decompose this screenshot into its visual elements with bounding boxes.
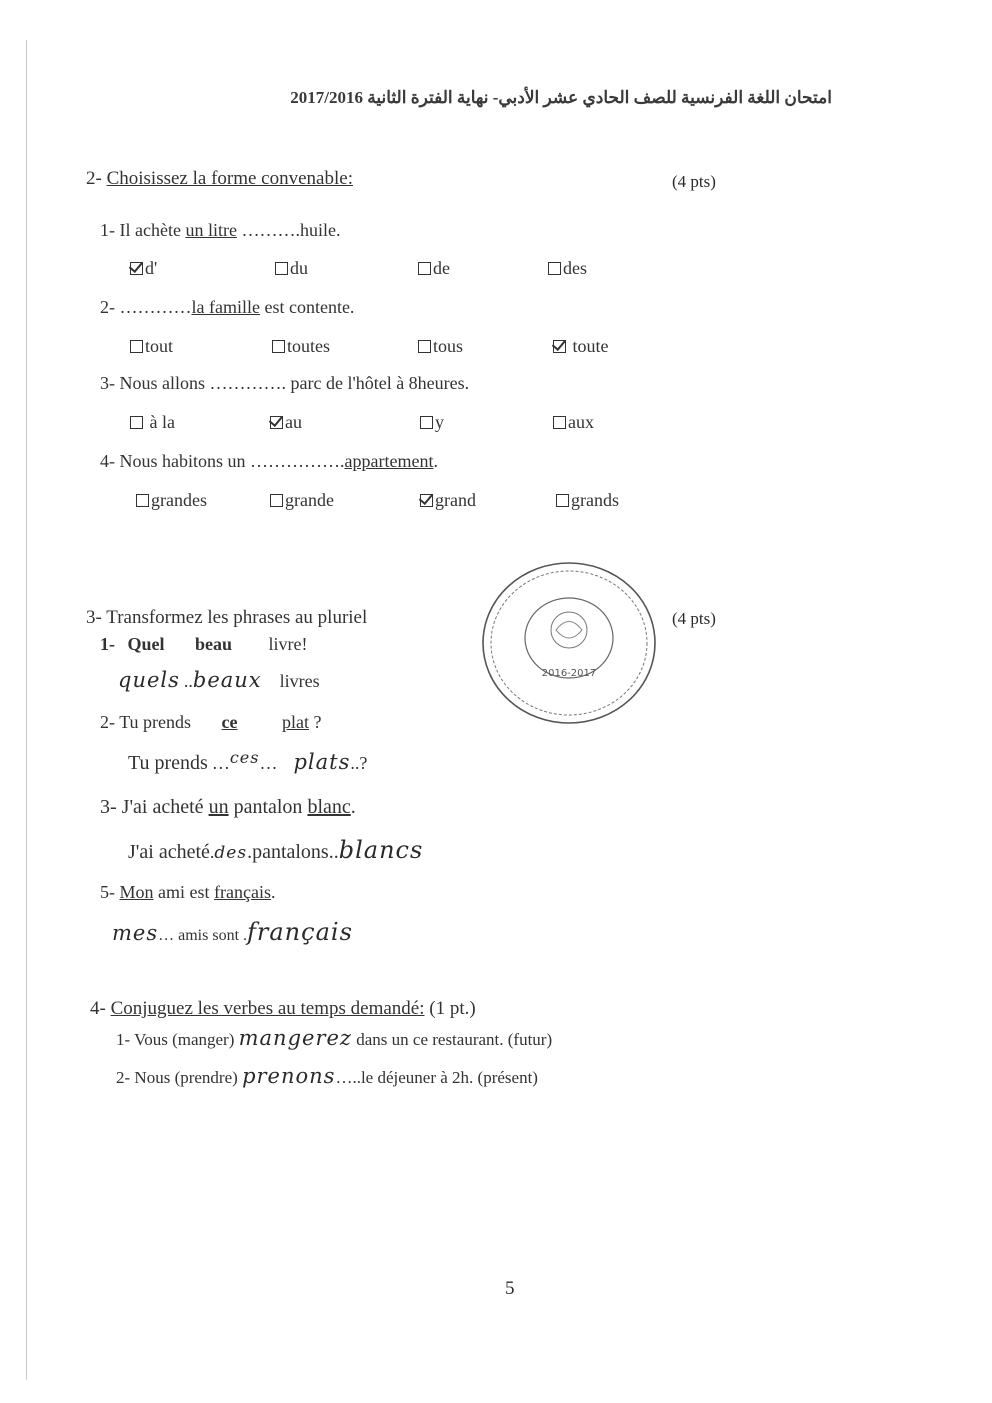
exam-header: امتحان اللغة الفرنسية للصف الحادي عشر الأدبي- نهاية الفترة الثانية 2017/2016: [290, 88, 832, 107]
prompt-underlined: un: [208, 796, 229, 818]
prompt-text-end: ?: [313, 712, 322, 732]
section-3-points: (4 pts): [672, 609, 716, 628]
question-number: 1-: [100, 220, 115, 240]
question-text: Nous habitons un …………….: [119, 451, 345, 471]
s2-question-4: [100, 451, 438, 472]
handwritten-answer: blancs: [338, 836, 424, 864]
s2-q2-option-3[interactable]: [418, 336, 463, 357]
item-text-end: …..le déjeuner à 2h. (présent): [335, 1068, 538, 1087]
question-underlined: un litre: [185, 220, 237, 240]
s2-q4-option-2[interactable]: [270, 490, 334, 511]
section-3-title: [86, 607, 367, 629]
section-3-number: 3-: [86, 607, 102, 628]
item-text: Nous (prendre): [134, 1068, 238, 1087]
prompt-text-end: .: [270, 882, 276, 902]
question-text: Nous allons …………. parc de l'hôtel à 8heures.: [119, 373, 470, 393]
option-label: tous: [433, 336, 464, 356]
question-number: 2-: [100, 297, 115, 317]
stamp-outer-ring: [483, 563, 655, 723]
option-label: au: [285, 412, 302, 432]
prompt-text: ami est: [158, 882, 210, 902]
checkbox[interactable]: [130, 416, 143, 429]
s2-q4-option-1[interactable]: [136, 490, 207, 511]
handwritten-answer: prenons: [242, 1064, 336, 1088]
question-text-end: est contente.: [264, 297, 355, 317]
item-number: 2-: [116, 1068, 131, 1087]
checkbox[interactable]: [548, 262, 561, 275]
section-2-number: 2-: [86, 168, 102, 189]
option-label: à la: [149, 412, 175, 432]
option-label: grande: [285, 490, 334, 510]
checkbox[interactable]: [275, 262, 288, 275]
handwritten-answer: plats: [293, 750, 351, 774]
answer-text: J'ai acheté: [128, 841, 210, 863]
s3-item-3-prompt: [100, 796, 356, 819]
answer-text: .pantalons..: [247, 841, 339, 863]
page-number: 5: [505, 1278, 515, 1299]
question-text: …………: [119, 297, 192, 317]
s2-q3-option-2[interactable]: [270, 412, 302, 433]
s3-item-5-prompt: [100, 882, 275, 903]
question-number: 3-: [100, 373, 115, 393]
handwritten-answer: des: [214, 843, 248, 863]
checkbox[interactable]: [556, 494, 569, 507]
section-4-points: (1 pt.): [429, 998, 476, 1019]
item-text-end: dans un ce restaurant. (futur): [356, 1030, 553, 1049]
question-underlined: la famille: [191, 297, 260, 317]
section-4-number: 4-: [90, 998, 106, 1019]
answer-text: livres: [279, 671, 320, 691]
s2-q1-option-1[interactable]: [130, 258, 157, 279]
prompt-underlined: français: [214, 882, 271, 902]
item-number: 1-: [116, 1030, 131, 1049]
item-number: 3-: [100, 796, 117, 818]
checkbox[interactable]: [270, 494, 283, 507]
option-label: tout: [145, 336, 174, 356]
s2-q3-option-1[interactable]: [130, 412, 175, 433]
answer-dots: …: [259, 753, 278, 773]
handwritten-answer: mangerez: [238, 1026, 352, 1050]
stamp-emblem-detail: [556, 622, 582, 639]
option-label: toute: [572, 336, 609, 356]
handwritten-answer: mes: [112, 921, 159, 945]
s2-q1-option-3[interactable]: [418, 258, 450, 279]
prompt-text: Tu prends: [119, 712, 192, 732]
s2-q2-option-4[interactable]: [553, 336, 609, 357]
checkbox[interactable]: [136, 494, 149, 507]
s3-item-5-answer: [112, 918, 353, 946]
item-number: 5-: [100, 882, 115, 902]
handwritten-answer: français: [247, 918, 353, 946]
option-label: grands: [571, 490, 619, 510]
s2-q3-option-3[interactable]: [420, 412, 444, 433]
handwritten-answer: quels: [118, 668, 180, 692]
answer-text: … amis sont .: [158, 927, 248, 944]
checkbox[interactable]: [272, 340, 285, 353]
prompt-underlined: plat: [282, 712, 310, 732]
checkbox[interactable]: [418, 262, 431, 275]
prompt-text: J'ai acheté: [121, 796, 204, 818]
prompt-text-end: .: [350, 796, 356, 818]
s3-item-3-answer: [128, 836, 423, 864]
option-label: aux: [568, 412, 594, 432]
option-label: grandes: [151, 490, 207, 510]
checkbox[interactable]: [420, 416, 433, 429]
s3-item-2-prompt: [100, 712, 322, 733]
s2-q1-option-2[interactable]: [275, 258, 308, 279]
checkbox-checked[interactable]: [553, 340, 566, 353]
s2-q4-option-4[interactable]: [556, 490, 619, 511]
question-underlined: appartement: [344, 451, 434, 471]
section-4-heading: Conjuguez les verbes au temps demandé:: [110, 998, 425, 1019]
s2-q2-option-2[interactable]: [272, 336, 330, 357]
question-text-end: ……….huile.: [241, 220, 341, 240]
prompt-word: beau: [195, 634, 233, 654]
option-label: de: [433, 258, 450, 278]
prompt-word: livre!: [268, 634, 308, 654]
prompt-underlined: Mon: [119, 882, 154, 902]
s2-q2-option-1[interactable]: [130, 336, 173, 357]
section-2-title: [86, 168, 353, 190]
checkbox-checked[interactable]: [420, 494, 433, 507]
prompt-underlined: blanc: [307, 796, 351, 818]
s2-q4-option-3[interactable]: [420, 490, 476, 511]
stamp-year: 2016-2017: [541, 668, 597, 679]
answer-text-end: ..?: [350, 753, 368, 773]
option-label: grand: [435, 490, 476, 510]
s4-item-1: [116, 1026, 552, 1050]
question-text-end: .: [433, 451, 438, 471]
checkbox-checked[interactable]: [130, 262, 143, 275]
item-number: 2-: [100, 712, 115, 732]
section-2-heading: Choisissez la forme convenable:: [106, 168, 353, 189]
s2-q3-option-4[interactable]: [553, 412, 594, 433]
answer-text: Tu prends: [128, 752, 208, 774]
item-text: Vous (manger): [134, 1030, 235, 1049]
s3-item-2-answer: [128, 748, 367, 775]
s2-question-3: [100, 373, 469, 394]
answer-dots: …: [211, 753, 230, 773]
s2-question-2: [100, 297, 354, 318]
answer-dots: ..: [183, 671, 193, 691]
answer-dots: .: [209, 842, 215, 862]
prompt-underlined: ce: [221, 712, 238, 732]
s3-item-1-answer: [118, 668, 320, 692]
item-number: 1-: [100, 634, 115, 654]
checkbox-checked[interactable]: [270, 416, 283, 429]
section-4-title: [90, 998, 476, 1020]
question-number: 4-: [100, 451, 115, 471]
handwritten-answer: ces: [229, 748, 260, 767]
option-label: toutes: [287, 336, 330, 356]
checkbox[interactable]: [553, 416, 566, 429]
checkbox[interactable]: [418, 340, 431, 353]
option-label: des: [563, 258, 587, 278]
section-2-points: (4 pts): [672, 172, 716, 191]
prompt-word: Quel: [127, 634, 165, 654]
s2-question-1: [100, 220, 340, 241]
school-stamp: [478, 558, 660, 728]
option-label: du: [290, 258, 308, 278]
s2-q1-option-4[interactable]: [548, 258, 587, 279]
section-3-heading: Transformez les phrases au pluriel: [106, 607, 368, 628]
option-label: d': [145, 258, 158, 278]
question-text: Il achète: [119, 220, 181, 240]
option-label: y: [435, 412, 444, 432]
handwritten-answer: beaux: [192, 668, 262, 692]
checkbox[interactable]: [130, 340, 143, 353]
s4-item-2: [116, 1064, 538, 1088]
stamp-inner-ring: [491, 571, 647, 715]
s3-item-1-prompt: [100, 634, 308, 655]
page-margin-line: [26, 40, 27, 1380]
prompt-text: pantalon: [233, 796, 303, 818]
